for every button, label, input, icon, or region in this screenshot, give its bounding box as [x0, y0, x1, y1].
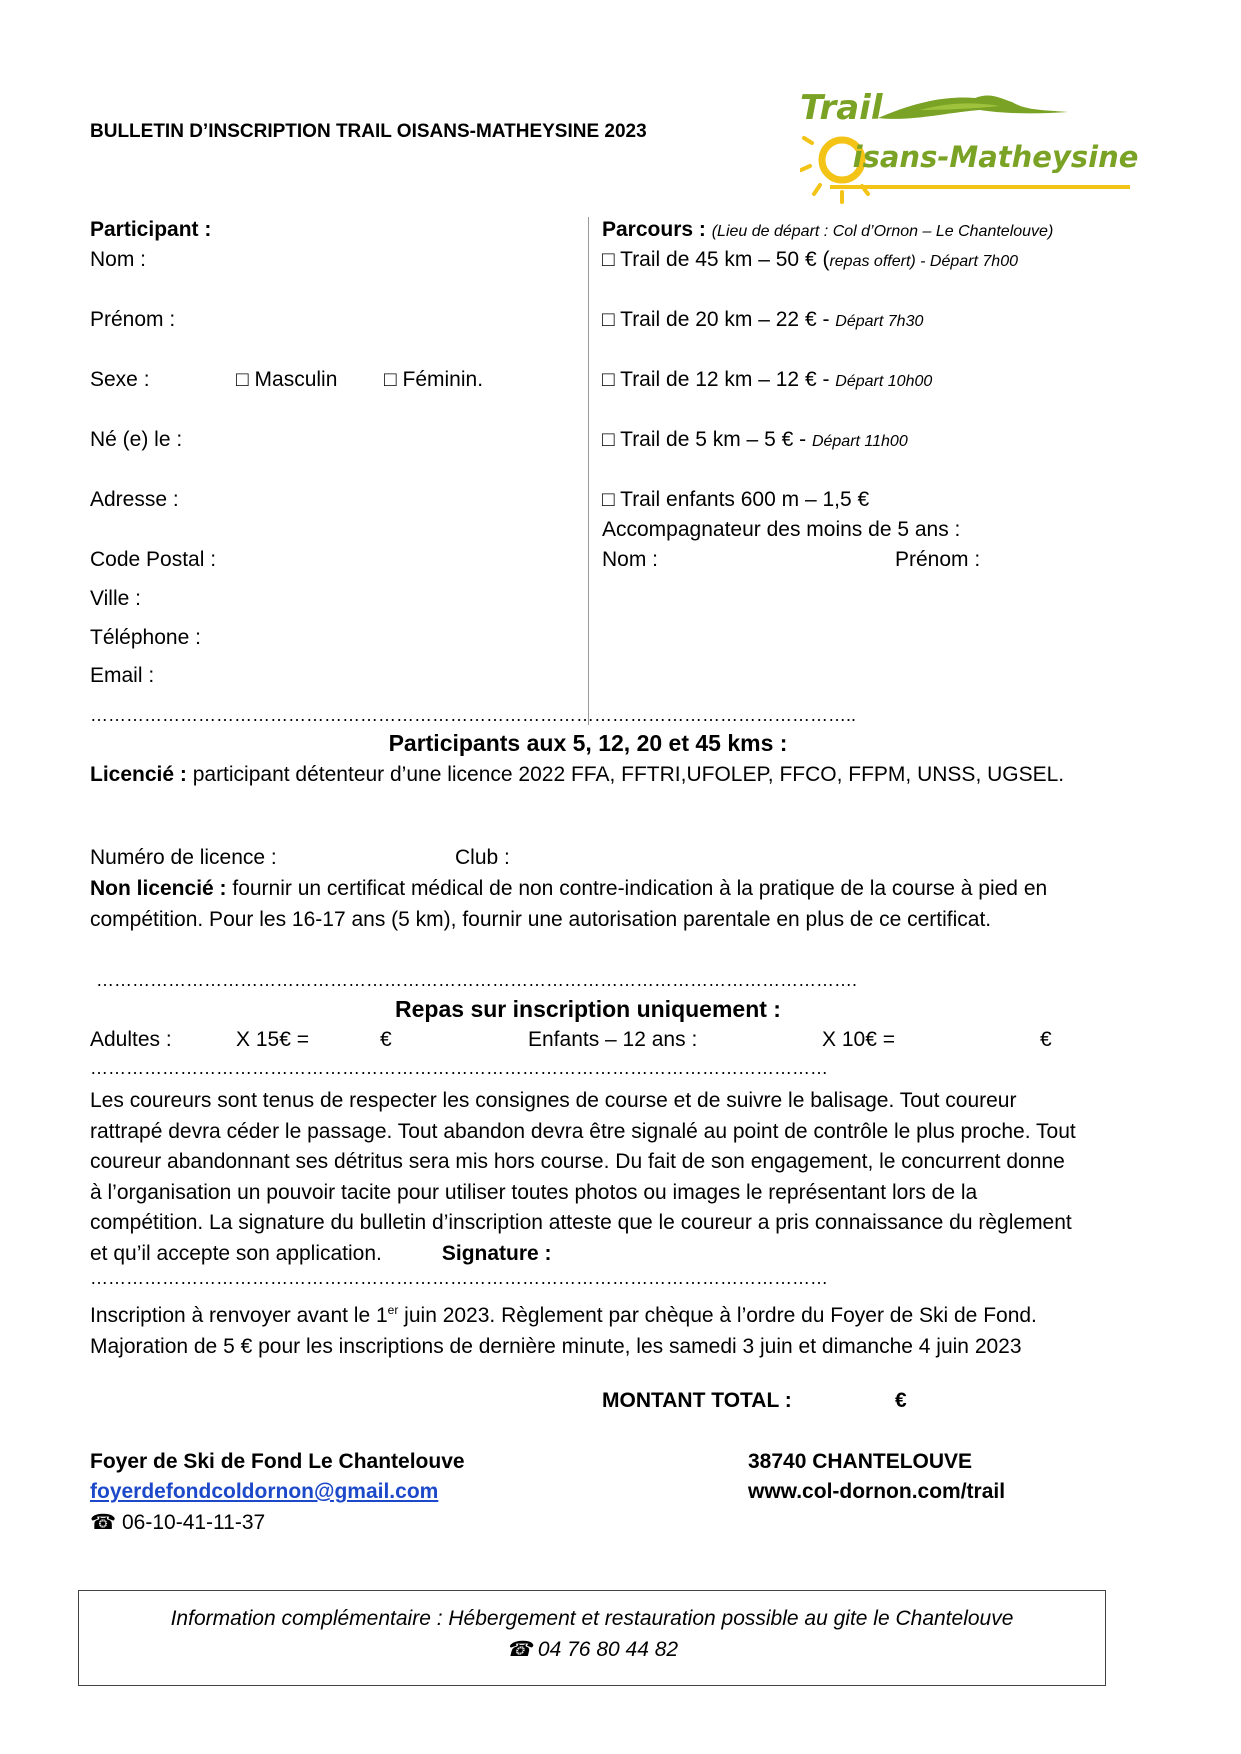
- email-field-label[interactable]: Email :: [90, 664, 155, 687]
- license-number-field-label[interactable]: Numéro de licence :: [90, 846, 277, 869]
- info-line-1: Information complémentaire : Hébergement et restauration possible au gite le Chantelouve: [170, 1607, 1014, 1630]
- course-option-12km[interactable]: [602, 368, 932, 392]
- course-option-20km[interactable]: [602, 308, 923, 332]
- licencie-paragraph: [90, 760, 1080, 791]
- separator-dots: ……………………………………………………………………………………………………………: [90, 1268, 828, 1288]
- inscription-paragraph: [90, 1295, 1080, 1362]
- licencie-text: participant détenteur d’une licence 2022 FFA, FFTRI,UFOLEP, FFCO, FFPM, UNSS, UGSEL.: [186, 763, 1065, 786]
- logo-underline: [830, 185, 1130, 189]
- parcours-heading-line: [602, 218, 1053, 242]
- nom-field-label[interactable]: Nom :: [90, 248, 147, 271]
- inscription-sup: er: [387, 1303, 399, 1317]
- logo-sun-spacer: [828, 140, 853, 174]
- non-licencie-text: fournir un certificat médical de non contre-indication à la pratique de la course à pied en compétition. Pour les 16-17 ans (5 km), fournir une autorisation parentale en plus de ce certificat.: [90, 877, 1048, 931]
- course-option-5km[interactable]: [602, 428, 908, 452]
- adultes-label: Adultes :: [90, 1028, 172, 1051]
- participants-section-heading: Participants aux 5, 12, 20 et 45 kms :: [388, 730, 788, 756]
- course-option-45km[interactable]: [602, 248, 1018, 272]
- trail-logo: [800, 88, 1140, 213]
- address-field-label[interactable]: Adresse :: [90, 488, 179, 511]
- page-title: BULLETIN D’INSCRIPTION TRAIL OISANS-MATHEYSINE 2023: [90, 121, 647, 142]
- column-divider: [588, 217, 589, 725]
- masculin-checkbox[interactable]: □ Masculin: [236, 368, 338, 391]
- course-option-note: Départ 11h00: [811, 433, 908, 450]
- birthdate-field-label[interactable]: Né (e) le :: [90, 428, 183, 451]
- logo-name-rest: isans-Matheysine: [852, 140, 1139, 174]
- adultes-price: X 15€ =: [236, 1028, 309, 1051]
- montant-total-field[interactable]: €: [895, 1389, 907, 1412]
- acc-prenom-field-label[interactable]: Prénom :: [895, 548, 981, 571]
- city-field-label[interactable]: Ville :: [90, 587, 141, 610]
- contact-email-link[interactable]: foyerdefondcoldornon@gmail.com: [90, 1480, 439, 1503]
- participant-heading: Participant :: [90, 218, 212, 241]
- postal-address: 38740 CHANTELOUVE: [748, 1450, 973, 1473]
- course-option-label: □ Trail enfants 600 m – 1,5 €: [602, 488, 870, 511]
- info-box: [78, 1590, 1106, 1686]
- montant-total-label: MONTANT TOTAL :: [602, 1389, 792, 1412]
- adultes-total-field[interactable]: €: [380, 1028, 392, 1051]
- club-field-label[interactable]: Club :: [455, 846, 510, 869]
- logo-text-name: [828, 140, 1138, 174]
- parcours-heading: Parcours :: [602, 218, 706, 241]
- separator-dots: ………………………………………………………………………………………………………………..: [90, 705, 857, 725]
- course-option-label: □ Trail de 45 km – 50 € (: [602, 248, 830, 271]
- enfants-total-field[interactable]: €: [1040, 1028, 1052, 1051]
- enfants-price: X 10€ =: [822, 1028, 895, 1051]
- signature-label[interactable]: Signature :: [441, 1241, 552, 1265]
- info-line-2: ☎ 04 76 80 44 82: [505, 1638, 679, 1661]
- non-licencie-paragraph: [90, 874, 1080, 935]
- course-option-label: □ Trail de 5 km – 5 € -: [602, 428, 812, 451]
- course-option-note: Départ 7h30: [835, 313, 924, 330]
- rules-paragraph: [90, 1086, 1080, 1269]
- accompagnateur-label: Accompagnateur des moins de 5 ans :: [602, 518, 961, 541]
- organization-name: Foyer de Ski de Fond Le Chantelouve: [90, 1450, 465, 1473]
- website-link[interactable]: www.col-dornon.com/trail: [748, 1480, 1006, 1503]
- parcours-start-note: (Lieu de départ : Col d’Ornon – Le Chantelouve): [711, 223, 1054, 240]
- inscription-text-a: Inscription à renvoyer avant le 1: [90, 1304, 388, 1327]
- feminin-checkbox[interactable]: □ Féminin.: [384, 368, 484, 391]
- course-option-label: □ Trail de 12 km – 12 € -: [602, 368, 836, 391]
- postal-code-field-label[interactable]: Code Postal :: [90, 548, 217, 571]
- course-option-note: Départ 10h00: [835, 373, 933, 390]
- licencie-label: Licencié :: [90, 763, 187, 786]
- acc-nom-field-label[interactable]: Nom :: [602, 548, 659, 571]
- non-licencie-label: Non licencié :: [90, 877, 227, 900]
- separator-dots: ……………………………………………………………………………………………………………….: [96, 970, 858, 990]
- rules-text: Les coureurs sont tenus de respecter les consignes de course et de suivre le balisage. Tout coureur rattrapé devra céder le passage. Tout abandon devra être signalé au point de contrôle le plus proche. Tout coureur abandonnant ses détritus sera mis hors course. Du fait de son engagement, le concurrent donne à l’organisation un pouvoir tacite pour utiliser toutes photos ou images le représentant lors de la compétition. La signature du bulletin d’inscription atteste que le coureur a pris connaissance du règlement et qu’il accepte son application.: [90, 1089, 1076, 1265]
- course-option-note: repas offert) - Départ 7h00: [829, 253, 1018, 270]
- prenom-field-label[interactable]: Prénom :: [90, 308, 176, 331]
- phone-field-label[interactable]: Téléphone :: [90, 626, 201, 649]
- course-option-label: □ Trail de 20 km – 22 € -: [602, 308, 836, 331]
- enfants-label: Enfants – 12 ans :: [528, 1028, 698, 1051]
- logo-text-trail: Trail: [800, 88, 883, 128]
- course-option-enfants[interactable]: [602, 488, 869, 512]
- contact-phone: ☎ 06-10-41-11-37: [90, 1511, 266, 1534]
- separator-dots: ……………………………………………………………………………………………………………: [90, 1058, 828, 1078]
- sexe-label: Sexe :: [90, 368, 150, 391]
- inscription-text-b: juin 2023. Règlement par chèque à l’ordre du Foyer de Ski de Fond. Majoration de 5 € pour les inscriptions de dernière minute, les samedi 3 juin et dimanche 4 juin 2023: [90, 1304, 1037, 1358]
- repas-heading: Repas sur inscription uniquement :: [395, 996, 781, 1022]
